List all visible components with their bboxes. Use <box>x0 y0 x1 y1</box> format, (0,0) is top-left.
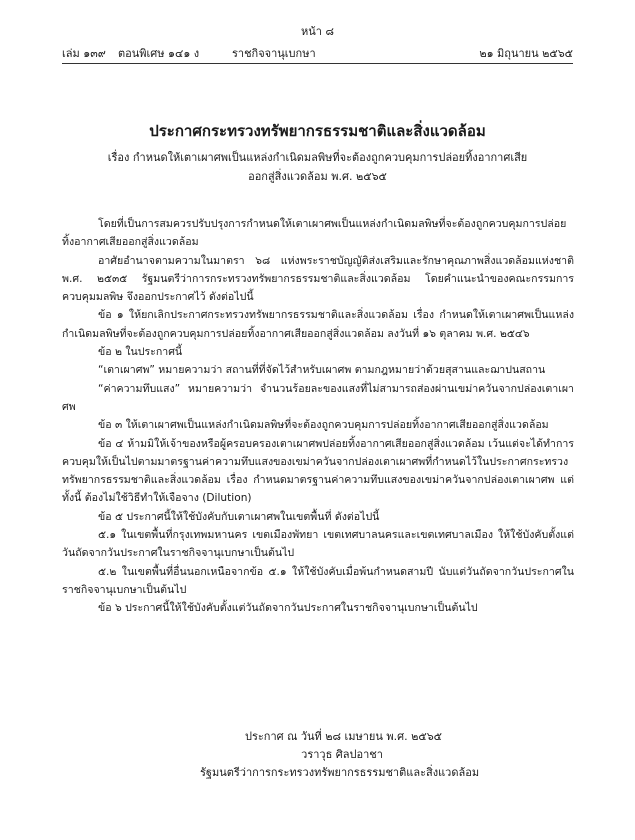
gazette-date: ๒๑ มิถุนายน ๒๕๖๕ <box>479 47 573 60</box>
definition-opacity: “ค่าความทึบแสง” หมายความว่า จำนวนร้อยละของแสงที่ไม่สามารถส่องผ่านเขม่าควันจากปล่องเตาเผาศพ <box>62 382 574 413</box>
header-divider <box>62 63 573 64</box>
authority-paragraph: อาศัยอำนาจตามความในมาตรา ๖๘ แห่งพระราชบัญญัติส่งเสริมและรักษาคุณภาพสิ่งแวดล้อมแห่งชาติ พ.ศ. ๒๕๓๕ รัฐมนตรีว่าการกระทรวงทรัพยากรธรรมชาติและสิ่งแวดล้อม โดยคำแนะนำของคณะกรรมการควบคุมมลพิษ จึงออกประกาศไว้ ดังต่อไปนี้ <box>62 254 574 304</box>
signatory-name: วราวุธ ศิลปอาชา <box>301 748 383 761</box>
section-label: ตอนพิเศษ ๑๔๑ ง <box>118 47 200 60</box>
clause-6: ข้อ ๖ ประกาศนี้ให้ใช้บังคับตั้งแต่วันถัดจากวันประกาศในราชกิจจานุเบกษาเป็นต้นไป <box>98 602 478 615</box>
page-number: หน้า ๘ <box>301 25 334 38</box>
definition-crematorium: “เตาเผาศพ” หมายความว่า สถานที่ที่จัดไว้สำหรับเผาศพ ตามกฎหมายว่าด้วยสุสานและฌาปนสถาน <box>98 364 546 377</box>
gazette-name: ราชกิจจานุเบกษา <box>232 47 316 60</box>
clause-3: ข้อ ๓ ให้เตาเผาศพเป็นแหล่งกำเนิดมลพิษที่จะต้องถูกควบคุมการปล่อยทิ้งอากาศเสียออกสู่สิ่งแวดล้อม <box>98 419 549 432</box>
signatory-position: รัฐมนตรีว่าการกระทรวงทรัพยากรธรรมชาติและสิ่งแวดล้อม <box>200 766 480 779</box>
document-subject <box>60 148 575 186</box>
subject-line: เรื่อง กำหนดให้เตาเผาศพเป็นแหล่งกำเนิดมลพิษที่จะต้องถูกควบคุมการปล่อยทิ้งอากาศเสีย <box>107 151 528 164</box>
clause-2: ข้อ ๒ ในประกาศนี้ <box>98 346 183 359</box>
clause-1: ข้อ ๑ ให้ยกเลิกประกาศกระทรวงทรัพยากรธรรมชาติและสิ่งแวดล้อม เรื่อง กำหนดให้เตาเผาศพเป็นแหล่งกำเนิดมลพิษที่จะต้องถูกควบคุมการปล่อยทิ้งอากาศเสียออกสู่สิ่งแวดล้อม ลงวันที่ ๑๖ ตุลาคม พ.ศ. ๒๕๔๖ <box>62 309 574 340</box>
signature-block <box>200 728 480 782</box>
clause-5-2: ๕.๒ ในเขตพื้นที่อื่นนอกเหนือจากข้อ ๕.๑ ให้ใช้บังคับเมื่อพ้นกำหนดสามปี นับแต่วันถัดจากวันประกาศในราชกิจจานุเบกษาเป็นต้นไป <box>62 565 574 596</box>
clause-4: ข้อ ๔ ห้ามมิให้เจ้าของหรือผู้ครอบครองเตาเผาศพปล่อยทิ้งอากาศเสียออกสู่สิ่งแวดล้อม เว้นแต่จะได้ทำการควบคุมให้เป็นไปตามมาตรฐานค่าความทึบแสงของเขม่าควันจากปล่องเตาเผาศพที่กำหนดไว้ในประกาศกระทรวงทรัพยากรธรรมชาติและสิ่งแวดล้อม เรื่อง กำหนดมาตรฐานค่าความทึบแสงของเขม่าควันจากปล่องเตาเผาศพ แต่ทั้งนี้ ต้องไม่ใช้วิธีทำให้เจือจาง (Dilution) <box>62 437 574 505</box>
document-title: ประกาศกระทรวงทรัพยากรธรรมชาติและสิ่งแวดล้อม <box>149 122 486 140</box>
subject-line: ออกสู่สิ่งแวดล้อม พ.ศ. ๒๕๖๕ <box>248 170 387 183</box>
clause-5: ข้อ ๕ ประกาศนี้ให้ใช้บังคับกับเตาเผาศพในเขตพื้นที่ ดังต่อไปนี้ <box>98 510 380 523</box>
document-body <box>62 215 574 618</box>
clause-5-1: ๕.๑ ในเขตพื้นที่กรุงเทพมหานคร เขตเมืองพัทยา เขตเทศบาลนครและเขตเทศบาลเมือง ให้ใช้บังคับตั้งแต่วันถัดจากวันประกาศในราชกิจจานุเบกษาเป็นต้นไป <box>62 529 574 560</box>
announcement-date: ประกาศ ณ วันที่ ๒๘ เมษายน พ.ศ. ๒๕๖๕ <box>245 730 443 743</box>
gazette-header <box>62 44 573 60</box>
volume-label: เล่ม ๑๓๙ <box>62 47 106 60</box>
preamble-paragraph: โดยที่เป็นการสมควรปรับปรุงการกำหนดให้เตาเผาศพเป็นแหล่งกำเนิดมลพิษที่จะต้องถูกควบคุมการปล่อยทิ้งอากาศเสียออกสู่สิ่งแวดล้อม <box>62 218 567 249</box>
